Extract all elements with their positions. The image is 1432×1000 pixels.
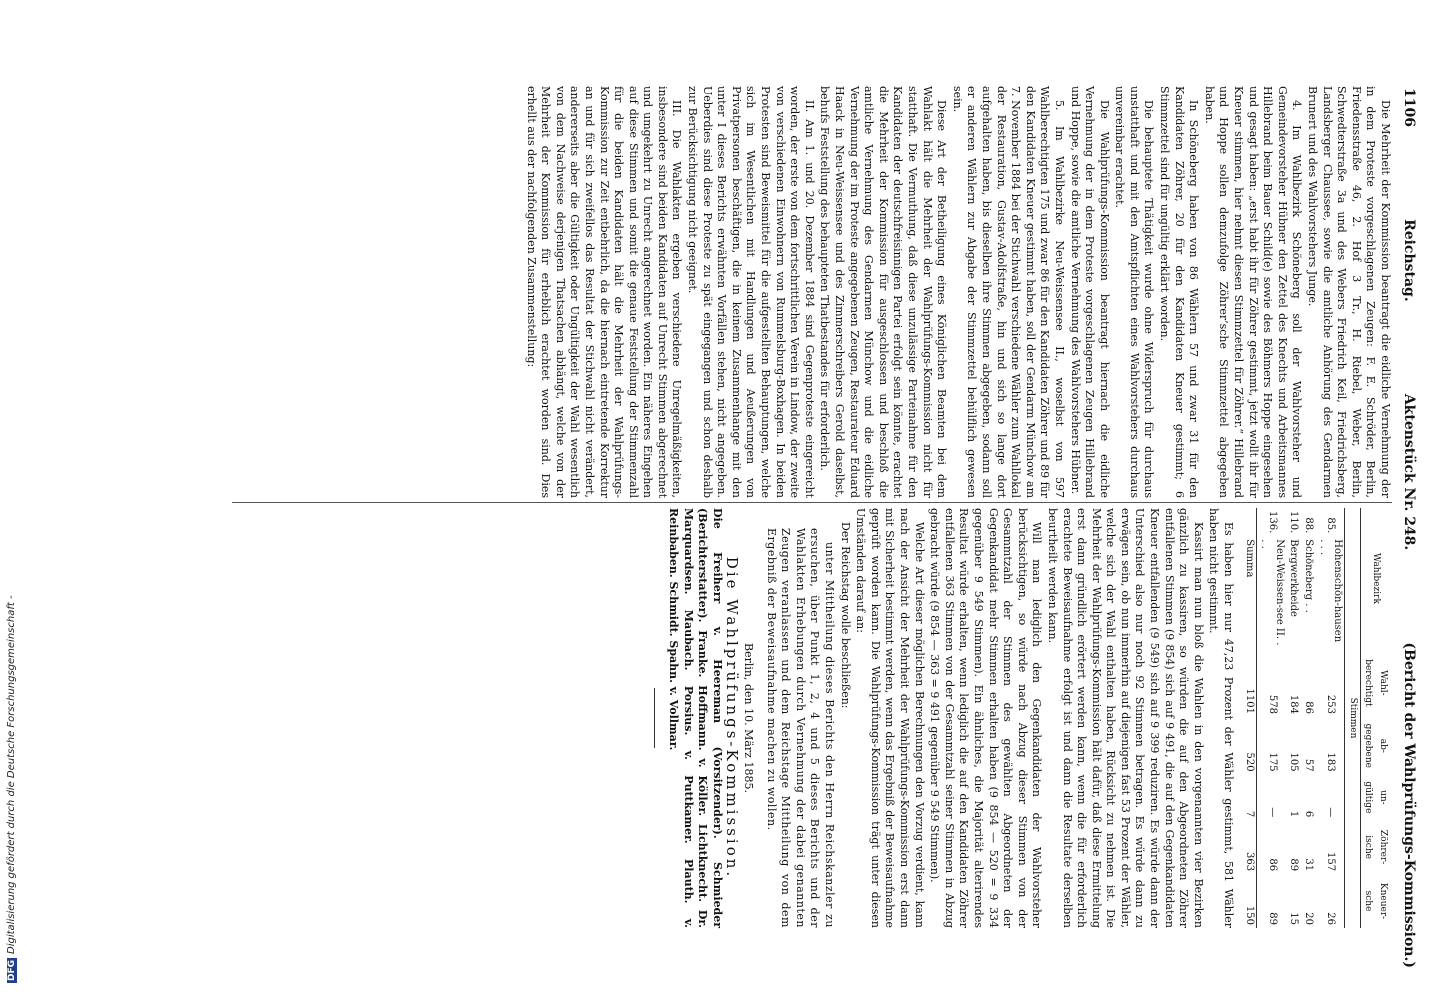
table-row <box>1256 508 1286 928</box>
header-center: Aktenstück Nr. 248. <box>1401 393 1417 551</box>
page-number: 1106 <box>1401 88 1417 127</box>
table-header: ab-gegebene <box>1360 717 1390 775</box>
motion-text: unter Mittheilung dieses Berichts den Herrn Reichskanzler zu ersuchen, über Punkt 1, 2, 4 und 5 dieses Berichts und der Wahlakten Erhebungen durch Vernehmung der dabei genannten Zeugen veranlassen und dem Reichstage Mittheilung von dem Ergebniß der Beweisaufnahme machen zu wollen. <box>764 528 837 928</box>
right-column <box>22 508 1392 928</box>
paragraph: Die Mehrheit der Kommission beantragt die eidliche Vernehmung der in dem Proteste vorgeschlagenen Zeugen: F. E. Schröder, Berlin, Friedensstraße 46, 2. Hof 3 Tr., H. Riebel, Weber, Berlin, Schwedterstraße 3a und des Webers Friedrich Keil, Friedrichsberg, Landsberger Chaussee, sowie die amtliche Anhörung des Gendarmen Brunert und des Wahlvorstehers Junge. <box>1306 86 1392 498</box>
cell: — <box>1324 807 1336 818</box>
cell: 105 <box>1288 752 1300 772</box>
paragraph: Die behauptete Thätigkeit wurde ohne Widerspruch für durchaus unstatthaft und mit den Amtspflichten eines Wahlvorstehers durchaus unvereinbar erachtet. <box>1113 86 1156 498</box>
cell: — <box>1266 807 1278 818</box>
paragraph: Die Wahlprüfungs-Kommission beantragt hiernach die eidliche Vernehmung der in dem Proteste vorgeschlagenen Zeugen Hillebrand und Hoppe, sowie die amtliche Vernehmung des Wahlvorstehers Hübner. <box>1068 86 1111 498</box>
page-header <box>1398 88 1420 968</box>
paragraph: III. Die Wahlakten ergeben verschiedene Unregelmäßigkeiten, insbesondere sind beiden Kandidaten auf Unrecht Stimmen abgerechnet und umgekehrt zu Unrecht angerechnet worden. Ein näheres Eingehen auf diese Stimmen und somit die genaue Feststellung der Stimmenzahl für die beiden Kandidaten hält die Mehrheit der Wahlprüfungs-Kommission zur Zeit entbehrlich, da die hiernach eintretende Korrektur an und für sich zweifellos das Resultat der Stichwahl nicht verändert, andererseits aber die Gültigkeit oder Ungültigkeit der Wahl wesentlich von dem Nachweise derjenigen Thatsachen abhängt, welche von der Mehrheit der Kommission für erheblich erachtet worden sind. Dies erhellt aus der nachfolgenden Zusammenstellung: <box>524 86 684 498</box>
table-header: Wahl-berechtigt <box>1360 649 1390 717</box>
cell: 253 <box>1324 694 1336 714</box>
paragraph: 4. Im Wahlbezirk Schöneberg soll der Wahlvorsteher und Gemeindevorsteher Hübner den Zettel des Knechts und Arbeitsmannes Hillebrand beim Bauer Schild(e) sowie des Böhmers Hoppe eingesehen und gesagt haben: „erst habt ihr für Zöhrer gestimmt, jetzt wollt ihr für Kneuer stimmen, hier nehmt diesen Stimmzettel für Zöhrer.“ Hillebrand und Hoppe sollen demzufolge Zöhrer’sche Stimmzettel abgegeben haben. <box>1202 86 1304 498</box>
paragraph: Diese Art der Betheiligung eines Königlichen Beamten bei dem Wahlakt hält die Mehrheit der Wahlprüfungs-Kommission nicht für statthaft. Die Vermuthung, daß diese unzulässige Parteinahme für den Kandidaten der deutschfreisinnigen Partei erfolgt sein könnte, erachtet die Mehrheit der Kommission für ausgeschlossen und beschloß die amtliche Vernehmung des Gendarmen Münchow und die eidliche Vernehmung der im Proteste angegebenen Zeugen, Restaurateur Eduard Haack in Neu-Weissensee und des Zimmerschreibers Gerold daselbst, behufs Feststellung des behaupteten Thatbestandes für erforderlich. <box>818 86 949 498</box>
cell: 31 <box>1303 858 1315 872</box>
paragraph: In Schöneberg haben von 86 Wählern 57 und zwar 31 für den Kandidaten Zöhrer, 20 für den Kandidaten Kneuer gestimmt; 6 Stimmzettel sind für ungültig erklärt worden. <box>1158 86 1201 498</box>
table-header: Zöhrer-ische <box>1360 820 1390 874</box>
table-header: Kneuer-sche <box>1360 874 1390 928</box>
cell: 150 <box>1241 874 1256 928</box>
district-name: Neu-Weissen-see II. . . . <box>1259 539 1285 646</box>
cell: 363 <box>1241 820 1256 874</box>
cell: 6 <box>1303 810 1315 818</box>
header-left: Reichstag. <box>1401 219 1417 302</box>
cell: 20 <box>1303 912 1315 925</box>
paragraph: 5. Im Wahlbezirke Neu-Weissensee II., woselbst von 597 Wahlberechtigten 175 und zwar 86 für den Kandidaten Zöhrer und 89 für den Kandidaten Kneuer gestimmt haben, soll der Gendarm Münchow am 7. November 1884 bei der Stichwahl verschiedene Wähler zum Wahllokal der Restauration, Gustav-Adolfstraße, hin und sich so lange dort aufgehalten haben, bis dieselben ihre Stimmen abgegeben, sodann soll er anderen Wählern zur Abgabe der Stimmzettel behülflich gewesen sein. <box>950 86 1066 498</box>
signatures: Die Freiherr v. Heereman (Vorsitzender). Schmieder (Berichterstatter). Franke. Hoffmann. v. Köller. Lichtknecht. Dr. Marquardsen. Maubach. Porsius. v. Puttkamer. Plauth. v. Reinbaben. Schmidt. Spahn. v. Vollmar. <box>667 508 724 928</box>
cell: 15 <box>1288 912 1300 925</box>
cell: 89 <box>1288 858 1300 872</box>
cell: 520 <box>1241 717 1256 775</box>
vote-table <box>1241 508 1390 928</box>
header-right: (Bericht der Wahlprüfungs-Kommission.) <box>1401 642 1417 968</box>
column-divider <box>232 502 1392 503</box>
paragraph: Kassirt man nun bloß die Wahlen in den vorgenannten vier Bezirken gänzlich zu kassiren, so würden die auf den Abgeordneten Zöhrer entfallenen Stimmen (9 854) sich auf 9 491, die auf den Gegenkandidaten Kneuer entfallenden (9 549) sich auf 9 399 reduziren. Es würde dann der Unterschied also nur noch 92 Stimmen betragen. Es würde dann zu erwägen sein, ob nun immerhin auf diejenigen fast 53 Prozent der Wähler, welche sich der Wahl enthalten haben, Rücksicht zu nehmen ist. Die Mehrheit der Wahlprüfungs-Kommission hält dafür, daß diese Ermittelung erst dann gründlich erörtert werden kann, wenn die für erforderlich erachtete Beweisaufnahme erfolgt ist und dann die Resultate derselben beurtheilt werden kann. <box>1045 508 1205 928</box>
district-name: Schöneberg . . <box>1303 539 1315 613</box>
dfg-logo: DFG <box>7 959 17 981</box>
footer-text <box>6 595 17 983</box>
table-group-label: Stimmen <box>1345 508 1361 928</box>
left-column <box>22 86 1392 498</box>
table-sum-row <box>1241 508 1256 928</box>
cell: 157 <box>1324 851 1336 872</box>
paragraph: II. Am 1. und 20. Dezember 1884 sind Gegenproteste eingereicht worden, der erste von dem fortschrittlichen Verein in Lindow, der zweite von verschiedenen Einwohnern von Rummelsburg-Boxhagen. In beiden Protesten sind Beweismittel für die aufgestellten Behauptungen, welche sich im Wesentlichen mit Handlungen und Aeußerungen von Privatpersonen beschäftigen, die in keinem Zusammenhange mit den unter I dieses Berichts erwähnten Vorfällen stehen, nicht angegeben. Ueberdies sind diese Proteste zu spät eingegangen und schon deshalb zur Berücksichtigung nicht geeignet. <box>686 86 816 498</box>
cell: 1 <box>1288 810 1300 818</box>
paragraph: Welche Art dieser möglichen Berechnungen den Vorzug verdient, kann nach der Ansicht der Mehrheit der Wahlprüfungs-Kommission erst dann mit Sicherheit bestimmt werden, wenn das Ergebniß der Beweisaufnahme geprüft worden kann. Die Wahlprüfungs-Kommission trägt unter diesen Umständen darauf an: <box>854 508 926 928</box>
row-number: 85. <box>1324 517 1336 534</box>
paragraph: Will man lediglich den Gegenkandidaten der Wahlvorsteher berücksichtigen, so würde nach Abzug dieser Stimmen von der Gesammtzahl der Stimmen des gewählten Abgeordneten der Gegenkandidat mehr Stimmen erhalten haben (9 854 — 520 = 9 334 gegenüber 9 549 Stimmen). Ein ähnliches, die Majorität alterirendes Resultat würde erhalten, wenn lediglich die auf den Kandidaten Zöhrer entfallenen 363 Stimmen von der Gesammtzahl seiner Stimmen in Abzug gebracht würde (9 854 — 363 = 9 491 gegenüber 9 549 Stimmen). <box>928 508 1044 928</box>
row-number: 88. <box>1303 517 1315 534</box>
cell: 578 <box>1266 694 1278 714</box>
footer-credit: Digitalisierung gefördert durch die Deutsche Forschungsgemeinschaft - <box>6 595 17 954</box>
cell: 183 <box>1324 752 1336 772</box>
cell: 184 <box>1288 694 1300 714</box>
signature-title: Die Wahlprüfungs-Kommission. <box>723 556 742 880</box>
table-header: Wahlbezirk <box>1360 508 1390 649</box>
paragraph: Es haben hier nur 47,23 Prozent der Wähler gestimmt, 581 Wähler haben nicht gestimmt. <box>1207 508 1236 928</box>
digitization-footer <box>6 4 20 994</box>
table-row <box>1300 508 1315 928</box>
district-name: Hohenschön-hausen . . . <box>1317 539 1344 643</box>
cell: 7 <box>1241 775 1256 821</box>
date-line: Berlin, den 10. März 1885. <box>742 643 756 793</box>
motion-intro: Der Reichstag wolle beschließen: <box>838 522 852 709</box>
cell: 57 <box>1303 758 1315 772</box>
table-row <box>1286 508 1301 928</box>
table-header: un-gültige <box>1360 775 1390 821</box>
row-number: 110. <box>1288 511 1300 534</box>
cell: 175 <box>1266 752 1278 772</box>
cell: 26 <box>1324 912 1336 925</box>
sum-label: Summa <box>1241 536 1256 649</box>
cell: 1101 <box>1241 649 1256 717</box>
cell: 86 <box>1266 858 1278 872</box>
cell: 89 <box>1266 912 1278 925</box>
district-name: Bergwerkheide <box>1288 539 1300 617</box>
cell: 86 <box>1303 701 1315 714</box>
row-number: 136. <box>1266 511 1278 534</box>
table-row <box>1315 508 1345 928</box>
closing-rule <box>655 688 656 748</box>
